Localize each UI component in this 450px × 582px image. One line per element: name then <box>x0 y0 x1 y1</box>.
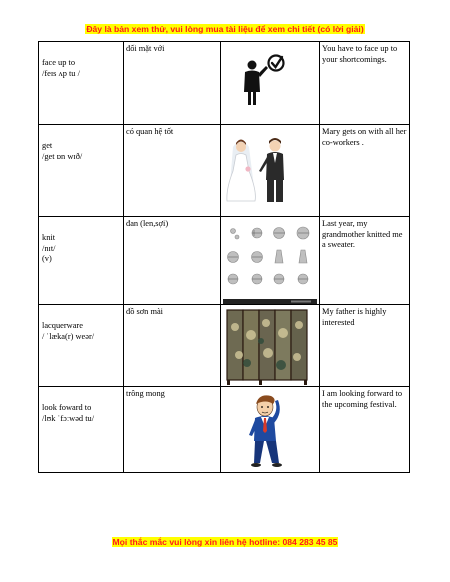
meaning-text: đối mặt với <box>126 44 165 53</box>
meaning-text: trông mong <box>126 389 165 398</box>
example-cell <box>320 125 410 217</box>
example-cell <box>320 387 410 473</box>
image-cell <box>221 387 320 473</box>
lacquer-screen-icon <box>221 305 320 387</box>
word-text: face up to <box>42 58 76 67</box>
table-row <box>39 387 410 473</box>
meaning-text: đan (len,sợi) <box>126 219 169 228</box>
vocabulary-table <box>38 41 410 473</box>
man-checkmark-icon <box>221 42 320 125</box>
word-cell <box>39 305 124 387</box>
example-cell <box>320 42 410 125</box>
word-text: lacquerware <box>42 321 83 330</box>
example-text: You have to face up to your shortcomings. <box>322 44 398 64</box>
thinking-man-icon <box>221 387 320 473</box>
meaning-cell <box>124 42 221 125</box>
ipa-text: /lʊk ˈfɔːwəd tu/ <box>42 413 95 423</box>
ipa-text: / ˈlæka(r) weər/ <box>42 331 95 341</box>
word-cell <box>39 387 124 473</box>
table-row <box>39 42 410 125</box>
meaning-cell <box>124 305 221 387</box>
ipa-text: /feɪs ʌp tu / <box>42 68 80 78</box>
word-text: knit <box>42 233 56 242</box>
meaning-text: đồ sơn mài <box>126 307 163 316</box>
example-text: Mary gets on with all her co-workers . <box>322 127 407 147</box>
hotline-text: Mọi thắc mắc vui lòng xin liên hệ hotline: 084 283 45 85 <box>112 537 338 547</box>
knitting-patterns-icon <box>221 217 320 305</box>
example-cell <box>320 305 410 387</box>
preview-notice-text: Đây là bản xem thử, vui lòng mua tài liệu để xem chi tiết (có lời giải) <box>86 24 364 34</box>
ipa-text: /nɪt/ <box>42 243 56 253</box>
word-text: look foward to <box>42 403 92 412</box>
pos-text: (v) <box>42 254 52 263</box>
word-text: get <box>42 141 53 150</box>
table-row <box>39 217 410 305</box>
meaning-cell <box>124 217 221 305</box>
bride-groom-icon <box>221 125 320 217</box>
image-cell <box>221 42 320 125</box>
example-text: I am looking forward to the upcoming festival. <box>322 389 403 409</box>
ipa-text: /get ɒn wɪð/ <box>42 151 83 161</box>
meaning-cell <box>124 125 221 217</box>
table-row <box>39 305 410 387</box>
example-cell <box>320 217 410 305</box>
meaning-text: có quan hệ tốt <box>126 127 174 136</box>
table-row <box>39 125 410 217</box>
example-text: My father is highly interested <box>322 307 387 327</box>
meaning-cell <box>124 387 221 473</box>
word-cell <box>39 42 124 125</box>
example-text: Last year, my grandmother knitted me a sweater. <box>322 219 403 249</box>
word-cell <box>39 217 124 305</box>
word-cell <box>39 125 124 217</box>
hotline-banner <box>0 537 450 547</box>
image-cell <box>221 305 320 387</box>
image-cell <box>221 125 320 217</box>
preview-notice-banner <box>0 24 450 34</box>
image-cell <box>221 217 320 305</box>
